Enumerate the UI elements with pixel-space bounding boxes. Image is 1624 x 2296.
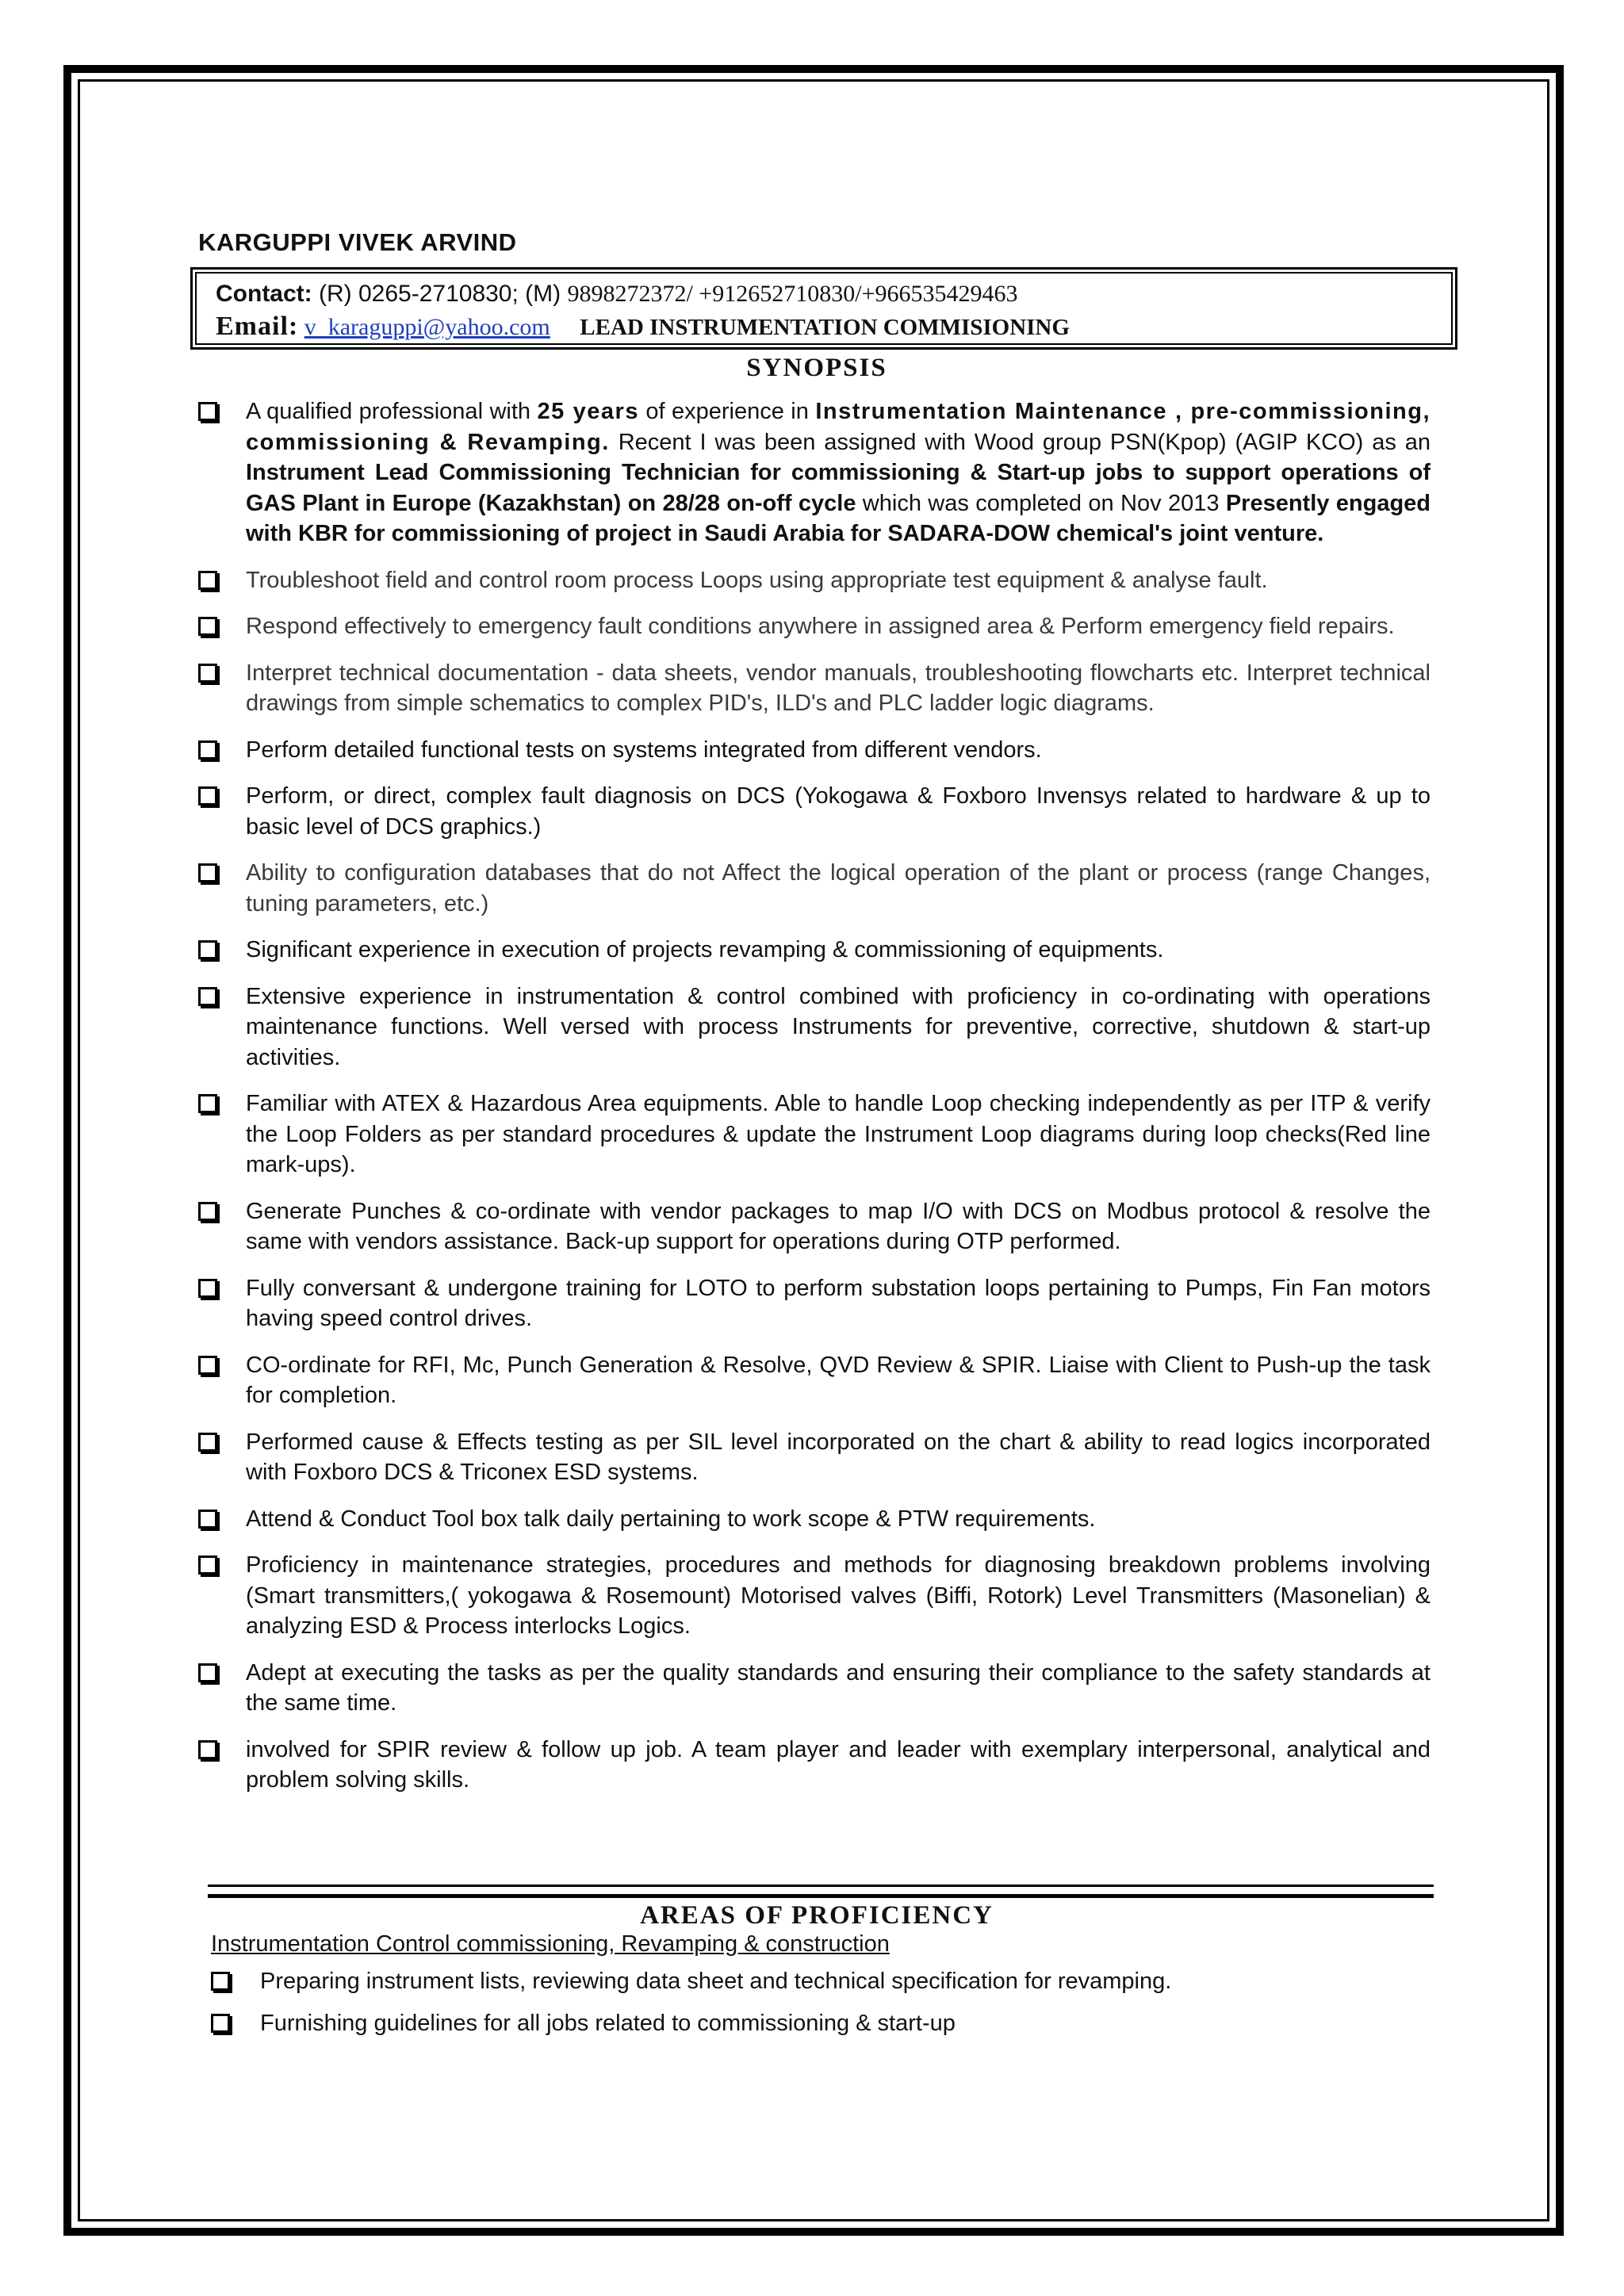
checkbox-bullet-icon — [198, 1510, 217, 1529]
checkbox-bullet-icon — [211, 1972, 230, 1991]
email-link[interactable]: v_karaguppi@yahoo.com — [304, 314, 550, 340]
synopsis-item-text: Interpret technical documentation - data sheets, vendor manuals, troubleshooting flowcharts etc. Interpret technical drawings from simple schematics to complex PID's, ILD's and PLC ladder logic diagrams. — [246, 660, 1431, 716]
synopsis-item — [198, 1735, 1431, 1796]
text-run: which was completed on Nov 2013 — [856, 490, 1226, 516]
synopsis-item — [198, 858, 1431, 919]
synopsis-list — [198, 396, 1431, 1812]
proficiency-item — [211, 1966, 1431, 1997]
section-divider — [208, 1885, 1434, 1887]
synopsis-item — [198, 1196, 1431, 1257]
synopsis-item-text: involved for SPIR review & follow up job. A team player and leader with exemplary interpersonal, analytical and problem solving skills. — [246, 1736, 1431, 1793]
synopsis-item-text: Fully conversant & undergone training for LOTO to perform substation loops pertaining to Pumps, Fin Fan motors having speed control drives. — [246, 1275, 1431, 1331]
synopsis-title: SYNOPSIS — [746, 354, 887, 382]
synopsis-item-text: Respond effectively to emergency fault conditions anywhere in assigned area & Perform emergency field repairs. — [246, 614, 1395, 639]
synopsis-item — [198, 935, 1431, 966]
synopsis-item-text: Perform, or direct, complex fault diagnosis on DCS (Yokogawa & Foxboro Invensys related to hardware & up to basic level of DCS graphics.) — [246, 783, 1431, 840]
checkbox-bullet-icon — [211, 2014, 230, 2033]
role-title: LEAD INSTRUMENTATION COMMISIONING — [580, 315, 1070, 340]
candidate-name: KARGUPPI VIVEK ARVIND — [198, 228, 517, 256]
checkbox-bullet-icon — [198, 786, 217, 806]
checkbox-bullet-icon — [198, 863, 217, 882]
checkbox-bullet-icon — [198, 571, 217, 590]
synopsis-item-text: Performed cause & Effects testing as per SIL level incorporated on the chart & ability to read logics incorporated with Foxboro DCS & Triconex ESD systems. — [246, 1429, 1431, 1485]
synopsis-item-text: Attend & Conduct Tool box talk daily pertaining to work scope & PTW requirements. — [246, 1506, 1096, 1532]
expertise-highlight: Instrumentation Maintenance , pre-commissioning, commissioning & Revamping. — [246, 399, 1431, 455]
synopsis-item-text: Extensive experience in instrumentation & control combined with proficiency in co-ordinating with operations maintenance functions. Well versed with process Instruments for preventive, corrective, shutdown & start-up activities. — [246, 983, 1431, 1070]
synopsis-item-text: Proficiency in maintenance strategies, procedures and methods for diagnosing breakdown problems involving (Smart transmitters,( yokogawa & Rosemount) Motorised valves (Biffi, Rotork) Level Transmitters (Masonelian) & analyzing ESD & Process interlocks Logics. — [246, 1552, 1431, 1639]
email-line — [216, 310, 1451, 344]
synopsis-item-text: CO-ordinate for RFI, Mc, Punch Generation & Resolve, QVD Review & SPIR. Liaise with Client to Push-up the task for completion. — [246, 1352, 1431, 1408]
synopsis-item-text: Significant experience in execution of projects revamping & commissioning of equipments. — [246, 937, 1164, 962]
proficiency-item-text: Furnishing guidelines for all jobs related to commissioning & start-up — [260, 2010, 956, 2036]
contact-box-inner — [195, 272, 1453, 345]
text-run: Recent I was been assigned with Wood group PSN(Kpop) (AGIP KCO) as an — [609, 429, 1431, 455]
years-highlight: 25 years — [537, 399, 639, 424]
synopsis-item — [198, 735, 1431, 766]
text-run: of experience in — [638, 399, 816, 424]
proficiency-list — [211, 1966, 1431, 2049]
contact-residence: (R) 0265-2710830; (M) — [312, 281, 568, 307]
checkbox-bullet-icon — [198, 1663, 217, 1682]
contact-mobile: 9898272372/ +912652710830/+966535429463 — [567, 281, 1018, 307]
synopsis-item-text: Ability to configuration databases that do not Affect the logical operation of the plant or process (range Changes, tuning parameters, etc.) — [246, 860, 1431, 916]
synopsis-item — [198, 1273, 1431, 1334]
checkbox-bullet-icon — [198, 1356, 217, 1375]
proficiency-item-text: Preparing instrument lists, reviewing data sheet and technical specification for revamping. — [260, 1969, 1172, 1994]
text-run: A qualified professional with — [246, 399, 538, 424]
synopsis-item — [198, 1427, 1431, 1488]
checkbox-bullet-icon — [198, 402, 217, 421]
checkbox-bullet-icon — [198, 1279, 217, 1298]
synopsis-item — [198, 781, 1431, 842]
checkbox-bullet-icon — [198, 664, 217, 683]
checkbox-bullet-icon — [198, 1094, 217, 1113]
synopsis-item — [198, 1550, 1431, 1642]
checkbox-bullet-icon — [198, 1740, 217, 1759]
email-label: Email: — [216, 312, 299, 341]
proficiency-subtitle: Instrumentation Control commissioning, Revamping & construction — [211, 1931, 890, 1957]
synopsis-item — [198, 396, 1431, 549]
synopsis-item — [198, 982, 1431, 1073]
checkbox-bullet-icon — [198, 987, 217, 1006]
checkbox-bullet-icon — [198, 740, 217, 760]
synopsis-item — [198, 611, 1431, 642]
checkbox-bullet-icon — [198, 1202, 217, 1221]
checkbox-bullet-icon — [198, 1433, 217, 1452]
contact-box — [190, 267, 1457, 350]
synopsis-item-text: Perform detailed functional tests on systems integrated from different vendors. — [246, 737, 1042, 763]
synopsis-item-text: Generate Punches & co-ordinate with vendor packages to map I/O with DCS on Modbus protocol & resolve the same with vendors assistance. Back-up support for operations during OTP performed. — [246, 1198, 1431, 1254]
synopsis-item-text: Familiar with ATEX & Hazardous Area equipments. Able to handle Loop checking independently as per ITP & verify the Loop Folders as per standard procedures & update the Instrument Loop diagrams during loop checks(Red line mark-ups). — [246, 1091, 1431, 1177]
synopsis-item-text: Adept at executing the tasks as per the quality standards and ensuring their compliance to the safety standards at the same time. — [246, 1659, 1431, 1716]
contact-label: Contact: — [216, 281, 312, 307]
synopsis-item — [198, 1089, 1431, 1181]
current-engagement-highlight: Presently engaged with KBR for commissioning of project in Saudi Arabia for SADARA-DOW chemical's joint venture. — [246, 490, 1431, 546]
proficiency-title: AREAS OF PROFICIENCY — [640, 1901, 994, 1930]
synopsis-item — [198, 1350, 1431, 1411]
checkbox-bullet-icon — [198, 617, 217, 636]
synopsis-item-text: Troubleshoot field and control room process Loops using appropriate test equipment & analyse fault. — [246, 567, 1268, 593]
section-divider-thick — [208, 1894, 1434, 1898]
role-highlight: Instrument Lead Commissioning Technician for commissioning & Start-up jobs to support operations of GAS Plant in Europe (Kazakhstan) on 28/28 on-off cycle — [246, 460, 1431, 516]
checkbox-bullet-icon — [198, 1556, 217, 1575]
checkbox-bullet-icon — [198, 940, 217, 959]
synopsis-item — [198, 658, 1431, 719]
contact-line — [216, 278, 1451, 310]
proficiency-item — [211, 2008, 1431, 2039]
synopsis-item — [198, 1504, 1431, 1535]
synopsis-item — [198, 1658, 1431, 1719]
synopsis-item — [198, 565, 1431, 596]
